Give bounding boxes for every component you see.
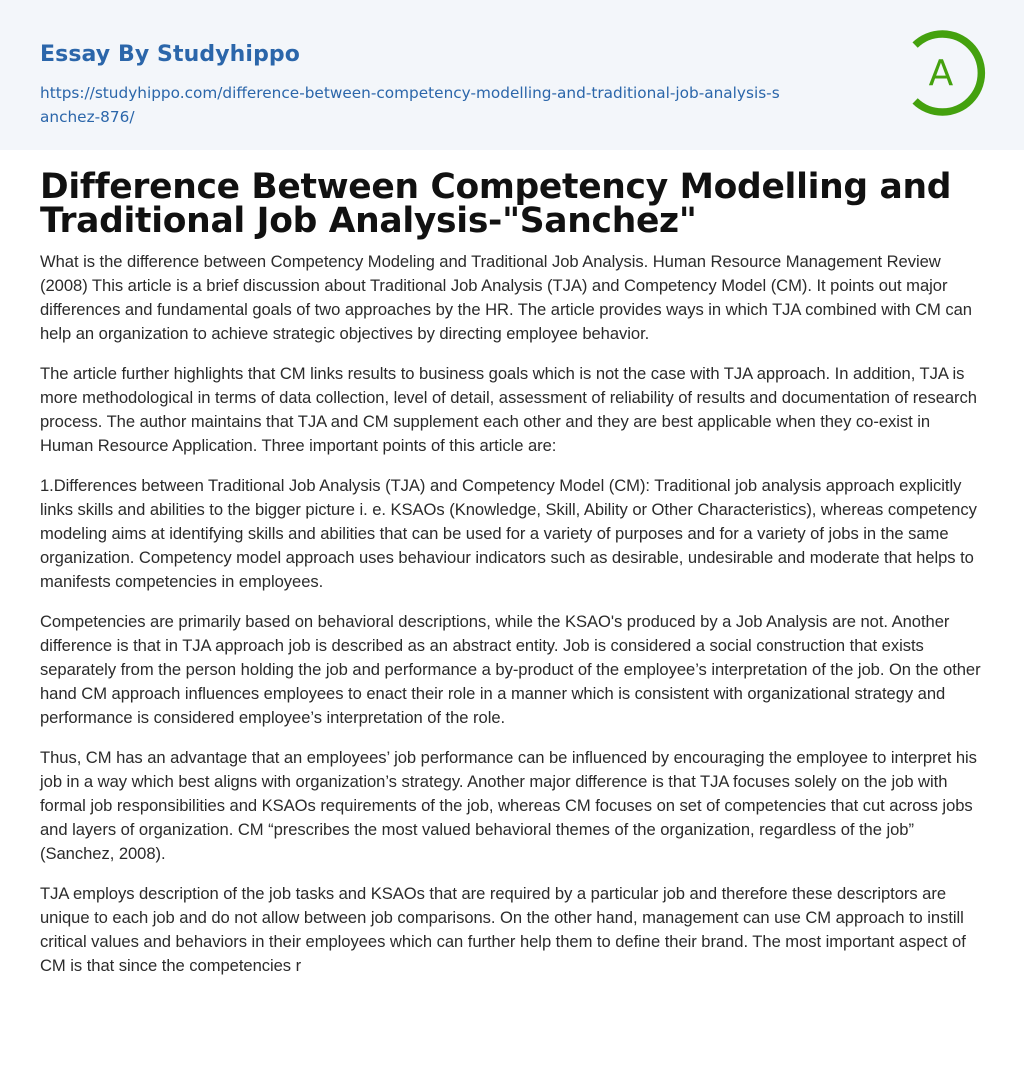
article-paragraph-2: The article further highlights that CM links results to business goals which is not the case with TJA approach. In addition, TJA is more methodological in terms of data collection, level of detail, assessment of reliability of results and documentation of research process. The author maintains that TJA and CM supplement each other and they are best applicable when they co-exist in Human Resource Application. Three important points of this article are: [40,364,977,455]
brand-title: Essay By Studyhippo [40,42,300,67]
article-paragraph-5: Thus, CM has an advantage that an employees’ job performance can be influenced by encouraging the employee to interpret his job in a way which best aligns with organization’s strategy. Another major difference is that TJA focuses solely on the job with formal job responsibilities and KSAOs requirements of the job, whereas CM focuses on set of competencies that cut across jobs and layers of organization. CM “prescribes the most valued behavioral themes of the organization, regardless of the job” (Sanchez, 2008). [40,748,977,863]
logo-letter: A [928,53,954,94]
site-header [0,0,1024,150]
source-url-link[interactable]: https://studyhippo.com/difference-between-competency-modelling-and-traditional-job-analysis-sanchez-876/ [40,84,780,126]
article-paragraph-1: What is the difference between Competency Modeling and Traditional Job Analysis. Human Resource Management Review (2008) This article is a brief discussion about Traditional Job Analysis (TJA) and Competency Model (CM). It points out major differences and fundamental goals of two approaches by the HR. The article provides ways in which TJA combined with CM can help an organization to achieve strategic objectives by directing employee behavior. [40,252,972,343]
studyhippo-logo[interactable] [898,28,988,118]
article-paragraph-6: TJA employs description of the job tasks and KSAOs that are required by a particular job and therefore these descriptors are unique to each job and do not allow between job comparisons. On the other hand, management can use CM approach to instill critical values and behaviors in their employees which can further help them to define their brand. The most important aspect of CM is that since the competencies r [40,884,966,975]
article-paragraph-3: 1.Differences between Traditional Job Analysis (TJA) and Competency Model (CM): Traditional job analysis approach explicitly links skills and abilities to the bigger picture i. e. KSAOs (Knowledge, Skill, Ability or Other Characteristics), whereas competency modeling aims at identifying skills and abilities that can be used for a variety of purposes and for a variety of jobs in the same organization. Competency model approach uses behaviour indicators such as desirable, undesirable and moderate that helps to manifests competencies in employees. [40,476,977,591]
article-paragraph-4: Competencies are primarily based on behavioral descriptions, while the KSAO's produced by a Job Analysis are not. Another difference is that in TJA approach job is described as an abstract entity. Job is considered a social construction that exists separately from the person holding the job and performance a by-product of the employee’s interpretation of the job. On the other hand CM approach influences employees to enact their role in a manner which is consistent with organizational strategy and performance is considered employee’s interpretation of the role. [40,612,981,727]
article-content [0,150,1024,978]
logo-icon [898,28,988,118]
article-title: Difference Between Competency Modelling and Traditional Job Analysis-"Sanchez" [40,167,952,241]
